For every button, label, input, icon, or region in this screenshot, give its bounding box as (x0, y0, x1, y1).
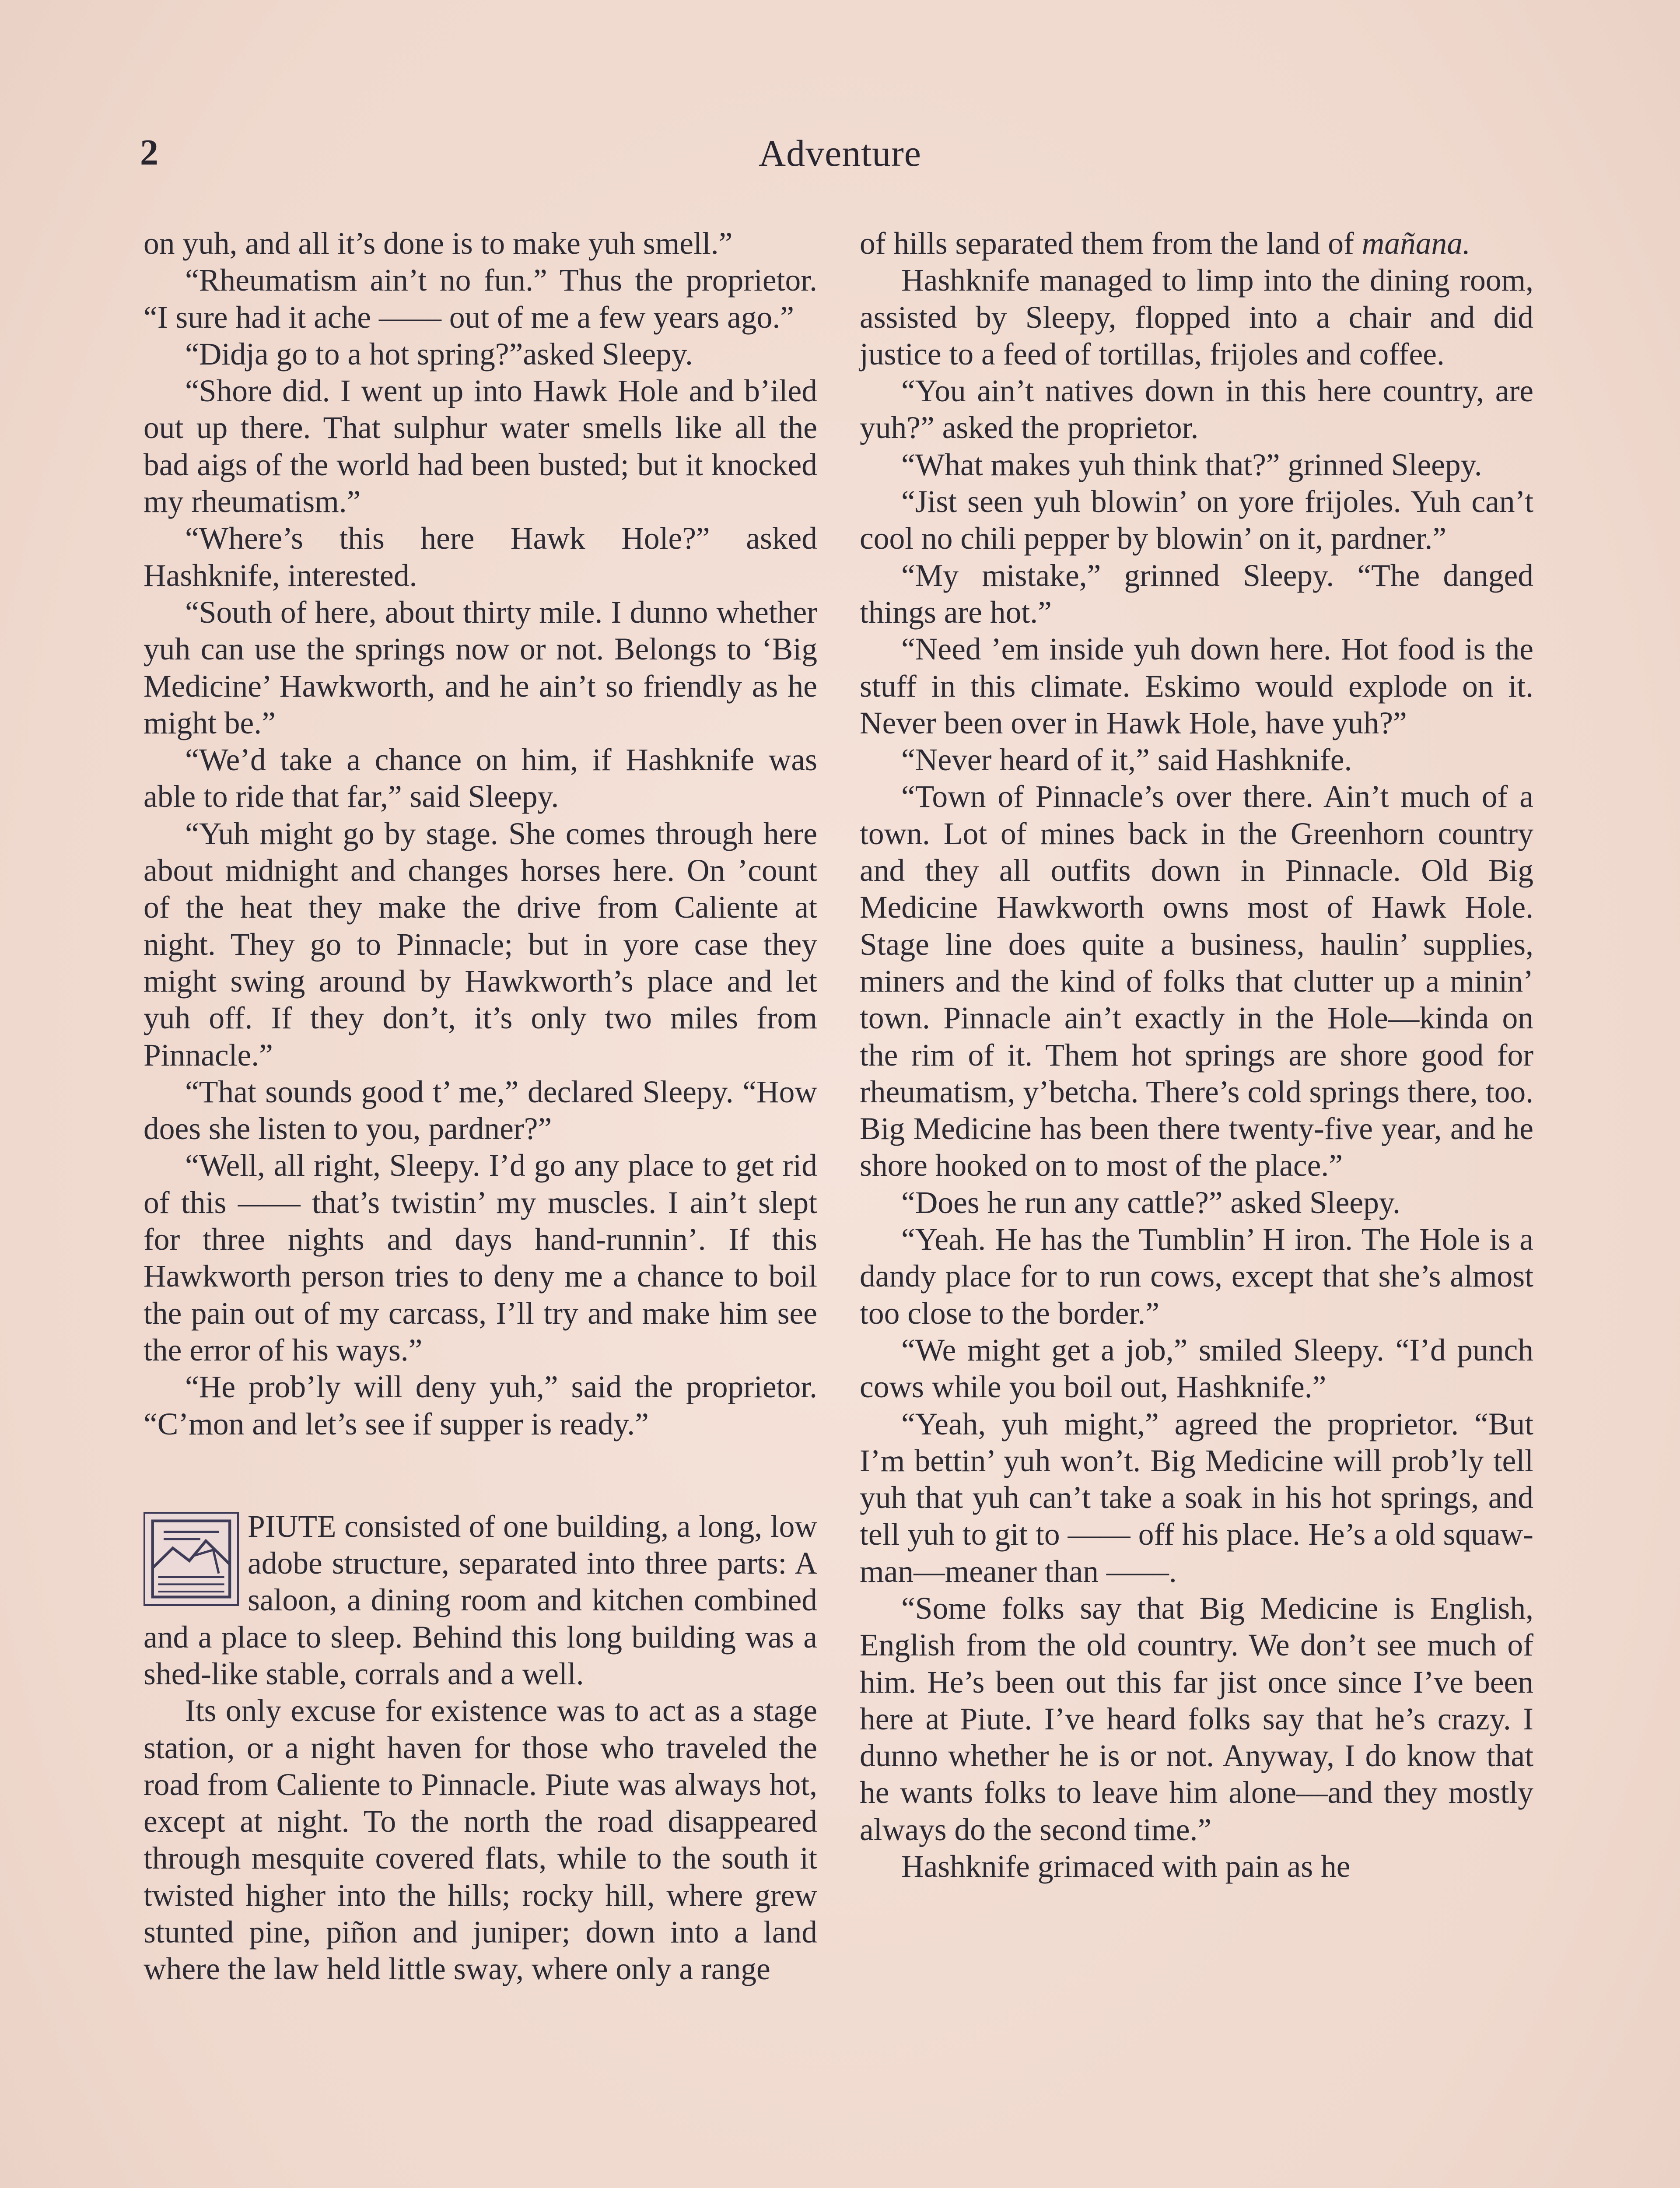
paragraph: “Shore did. I went up into Hawk Hole and b’iled out up there. That sulphur water smells like all the bad aigs of the world had been busted; but it knocked my rheumatism.” (144, 374, 817, 519)
paragraph: “Yeah, yuh might,” agreed the proprietor. “But I’m bettin’ yuh won’t. Big Medicine will prob’ly tell yuh that yuh can’t take a soak in his hot springs, and tell yuh to git to —— off his place. He’s a old squaw-man—meaner than ——. (860, 1406, 1533, 1589)
right-column (860, 225, 1533, 1885)
paragraph: “My mistake,” grinned Sleepy. “The danged things are hot.” (860, 558, 1533, 630)
paragraph: Hashknife managed to limp into the dining room, assisted by Sleepy, flopped into a chair and did justice to a feed of tortillas, frijoles and coffee. (860, 263, 1533, 372)
decorative-initial-icon (144, 1512, 239, 1606)
paragraph: “What makes yuh think that?” grinned Sleepy. (901, 447, 1482, 482)
paragraph: “Yuh might go by stage. She comes through here about midnight and changes horses here. On ’count of the heat they make the drive from Caliente at night. They go to Pinnacle; but in yore case they might swing around by Hawkworth’s place and let yuh off. If they don’t, it’s only two miles from Pinnacle.” (144, 816, 817, 1073)
paragraph: “That sounds good t’ me,” declared Sleepy. “How does she listen to you, pardner?” (144, 1074, 817, 1147)
paragraph: “We’d take a chance on him, if Hashknife was able to ride that far,” said Sleepy. (144, 743, 817, 814)
paragraph: “Some folks say that Big Medicine is English, English from the old country. We don’t see much of him. He’s been out this far jist once since I’ve been here at Piute. I’ve heard folks say that he’s crazy. I dunno whether he is or not. Anyway, I do know that he wants folks to leave him alone—and they mostly always do the second time.” (860, 1591, 1533, 1847)
page-header (140, 131, 1540, 179)
italic-word: mañana. (1362, 226, 1470, 261)
paragraph: “Well, all right, Sleepy. I’d go any place to get rid of this —— that’s twistin’ my muscles. I ain’t slept for three nights and days hand-runnin’. If this Hawkworth person tries to deny me a chance to boil the pain out of my carcass, I’ll try and make him see the error of his ways.” (144, 1148, 817, 1368)
paragraph: “Need ’em inside yuh down here. Hot food is the stuff in this climate. Eskimo would explode on it. Never been over in Hawk Hole, have yuh?” (860, 632, 1533, 740)
continued-text: of hills separated them from the land of (860, 226, 1354, 261)
paragraph: “South of here, about thirty mile. I dunno whether yuh can use the springs now or not. Belongs to ‘Big Medicine’ Hawkworth, and he ain’t so friendly as he might be.” (144, 595, 817, 740)
paragraph: “Rheumatism ain’t no fun.” Thus the proprietor. “I sure had it ache —— out of me a few years ago.” (144, 263, 817, 335)
paragraph: on yuh, and all it’s done is to make yuh smell.” (144, 226, 733, 261)
left-column (144, 225, 817, 1988)
paragraph: “Didja go to a hot spring?”asked Sleepy. (185, 337, 693, 372)
section-break (144, 1443, 817, 1508)
magazine-title: Adventure (759, 132, 921, 174)
paragraph: “Yeah. He has the Tumblin’ H iron. The Hole is a dandy place for to run cows, except that she’s almost too close to the border.” (860, 1222, 1533, 1331)
paragraph: “Town of Pinnacle’s over there. Ain’t much of a town. Lot of mines back in the Greenhorn country and they all outfits down in Pinnacle. Old Big Medicine Hawkworth owns most of Hawk Hole. Stage line does quite a business, haulin’ supplies, miners and the kind of folks that clutter up a minin’ town. Pinnacle ain’t exactly in the Hole—kinda on the rim of it. Them hot springs are shore good for rheumatism, y’betcha. There’s cold springs there, too. Big Medicine has been there twenty-five year, and he shore hooked on to most of the place.” (860, 779, 1533, 1183)
paragraph: “Jist seen yuh blowin’ on yore frijoles. Yuh can’t cool no chili pepper by blowin’ on it, pardner.” (860, 484, 1533, 556)
paragraph: Its only excuse for existence was to act as a stage station, or a night haven for those who traveled the road from Caliente to Pinnacle. Piute was always hot, except at night. To the north the road disappeared through mesquite covered flats, while to the south it twisted higher into the hills; rocky hill, where grew stunted pine, piñon and juniper; down into a land where the law held little sway, where only a range (144, 1694, 817, 1987)
paragraph: Hashknife grimaced with pain as he (901, 1849, 1351, 1884)
paragraph (860, 225, 1533, 262)
page-number: 2 (140, 132, 158, 173)
paragraph: “We might get a job,” smiled Sleepy. “I’d punch cows while you boil out, Hashknife.” (860, 1332, 1533, 1405)
paragraph: “You ain’t natives down in this here country, are yuh?” asked the proprietor. (860, 374, 1533, 445)
paragraph: “Never heard of it,” said Hashknife. (901, 743, 1352, 778)
paragraph: “He prob’ly will deny yuh,” said the proprietor. “C’mon and let’s see if supper is ready.” (144, 1370, 817, 1441)
paragraph: “Does he run any cattle?” asked Sleepy. (901, 1185, 1400, 1220)
paragraph: PIUTE consisted of one building, a long, low adobe structure, separated into three parts: A saloon, a dining room and kitchen combined and a place to sleep. Behind this long building was a shed-like stable, corrals and a well. (144, 1509, 817, 1691)
section-opening (144, 1508, 817, 1693)
paragraph: “Where’s this here Hawk Hole?” asked Hashknife, interested. (144, 521, 817, 593)
